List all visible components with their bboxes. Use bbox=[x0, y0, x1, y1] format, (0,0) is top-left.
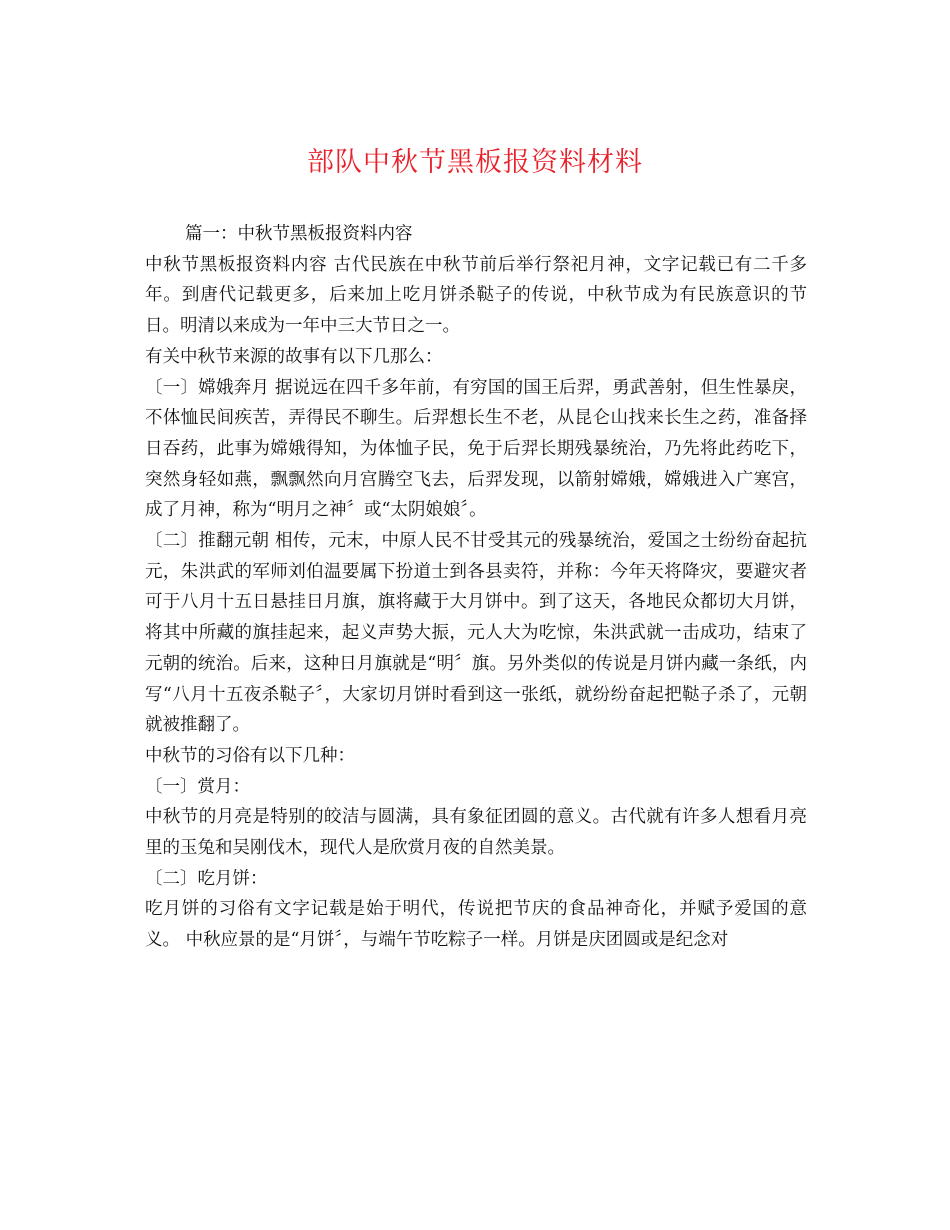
paragraph-moon-viewing-heading: 〔一〕赏月： bbox=[145, 776, 250, 797]
paragraph-customs-heading: 中秋节的习俗有以下几种： bbox=[145, 745, 355, 766]
paragraph-mooncake: 吃月饼的习俗有文字记载是始于明代，传说把节庆的食品神奇化，并赋予爱国的意义。 中秋应景的是“月饼〞，与端午节吃粽子一样。月饼是庆团圆或是纪念对 bbox=[145, 899, 807, 951]
paragraph-intro: 中秋节黑板报资料内容 古代民族在中秋节前后举行祭祀月神，文字记载已有二千多年。到唐代记载更多，后来加上吃月饼杀鞑子的传说，中秋节成为有民族意识的节日。明清以来成为一年中三大节日之一。 bbox=[145, 254, 807, 337]
document-body bbox=[145, 219, 807, 956]
paragraph-overthrow-yuan: 〔二〕推翻元朝 相传，元末，中原人民不甘受其元的残暴统治，爱国之士纷纷奋起抗元，朱洪武的军师刘伯温要属下扮道士到各县卖符，并称：今年天将降灾，要避灾者可于八月十五日悬挂日月旗，旗将藏于大月饼中。到了这天，各地民众都切大月饼，将其中所藏的旗挂起来，起义声势大振，元人大为吃惊，朱洪武就一击成功，结束了元朝的统治。后来，这种日月旗就是“明〞旗。另外类似的传说是月饼内藏一条纸，内写“八月十五夜杀鞑子〞，大家切月饼时看到这一张纸，就纷纷奋起把鞑子杀了，元朝就被推翻了。 bbox=[145, 531, 807, 736]
section-heading: 篇一：中秋节黑板报资料内容 bbox=[185, 224, 413, 244]
paragraph-change-flies-to-moon: 〔一〕嫦娥奔月 据说远在四千多年前，有穷国的国王后羿，勇武善射，但生性暴戾，不体恤民间疾苦，弄得民不聊生。后羿想长生不老，从昆仑山找来长生之药，准备择日吞药，此事为嫦娥得知，为体恤子民，免于后羿长期残暴统治，乃先将此药吃下，突然身轻如燕，飘飘然向月宫腾空飞去，后羿发现，以箭射嫦娥，嫦娥进入广寒宫，成了月神，称为“明月之神〞或“太阴娘娘〞。 bbox=[145, 377, 807, 521]
page-title: 部队中秋节黑板报资料材料 bbox=[307, 147, 643, 178]
paragraph-mooncake-heading: 〔二〕吃月饼： bbox=[145, 868, 268, 889]
paragraph-origin-heading: 有关中秋节来源的故事有以下几那么： bbox=[145, 346, 443, 367]
paragraph-moon-viewing: 中秋节的月亮是特别的皎洁与圆满，具有象征团圆的意义。古代就有许多人想看月亮里的玉兔和吴刚伐木，现代人是欣赏月夜的自然美景。 bbox=[145, 807, 807, 859]
